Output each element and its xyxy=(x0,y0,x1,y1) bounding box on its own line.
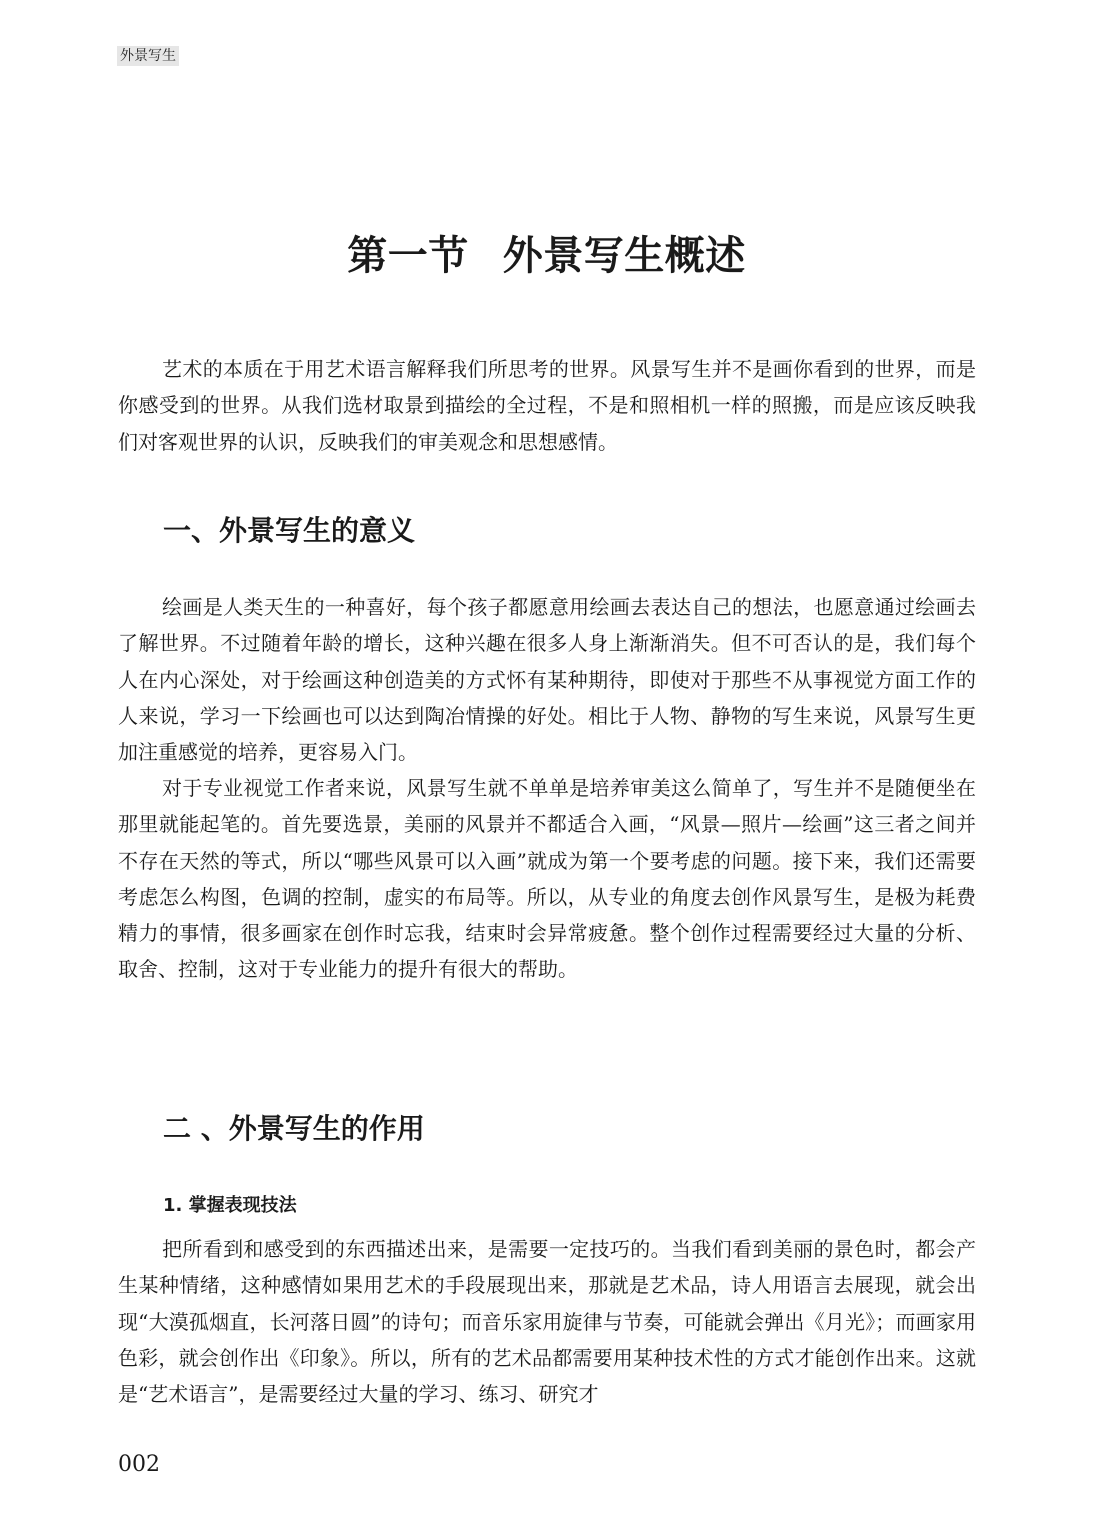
meaning-paragraph-1: 绘画是人类天生的一种喜好，每个孩子都愿意用绘画去表达自己的想法，也愿意通过绘画去了解世界。不过随着年龄的增长，这种兴趣在很多人身上渐渐消失。但不可否认的是，我们每个人在内心深处，对于绘画这种创造美的方式怀有某种期待，即使对于那些不从事视觉方面工作的人来说，学习一下绘画也可以达到陶冶情操的好处。相比于人物、静物的写生来说，风景写生更加注重感觉的培养，更容易入门。 xyxy=(118,595,976,765)
subheading-technique: 1. 掌握表现技法 xyxy=(163,1195,297,1216)
meaning-paragraph-2: 对于专业视觉工作者来说，风景写生就不单单是培养审美这么简单了，写生并不是随便坐在那里就能起笔的。首先要选景，美丽的风景并不都适合入画，“风景—照片—绘画”这三者之间并不存在天然的等式，所以“哪些风景可以入画”就成为第一个要考虑的问题。接下来，我们还需要考虑怎么构图，色调的控制，虚实的布局等。所以，从专业的角度去创作风景写生，是极为耗费精力的事情，很多画家在创作时忘我，结束时会异常疲惫。整个创作过程需要经过大量的分析、取舍、控制，这对于专业能力的提升有很大的帮助。 xyxy=(118,776,976,982)
running-head: 外景写生 xyxy=(117,46,179,66)
section-title xyxy=(0,226,1093,286)
intro-paragraph: 艺术的本质在于用艺术语言解释我们所思考的世界。风景写生并不是画你看到的世界，而是你感受到的世界。从我们选材取景到描绘的全过程，不是和照相机一样的照搬，而是应该反映我们对客观世界的认识，反映我们的审美观念和思想感情。 xyxy=(118,357,976,454)
technique-paragraph: 把所看到和感受到的东西描述出来，是需要一定技巧的。当我们看到美丽的景色时，都会产生某种情绪，这种感情如果用艺术的手段展现出来，那就是艺术品，诗人用语言去展现，就会出现“大漠孤烟直，长河落日圆”的诗句；而音乐家用旋律与节奏，可能就会弹出《月光》；而画家用色彩，就会创作出《印象》。所以，所有的艺术品都需要用某种技术性的方式才能创作出来。这就是“艺术语言”，是需要经过大量的学习、练习、研究才 xyxy=(118,1237,976,1407)
heading-meaning: 一、外景写生的意义 xyxy=(163,514,416,547)
page-number: 002 xyxy=(118,1452,160,1477)
section-number: 第一节 xyxy=(347,232,469,279)
section-title-text: 外景写生概述 xyxy=(502,232,746,279)
heading-function: 二 、外景写生的作用 xyxy=(163,1112,425,1145)
